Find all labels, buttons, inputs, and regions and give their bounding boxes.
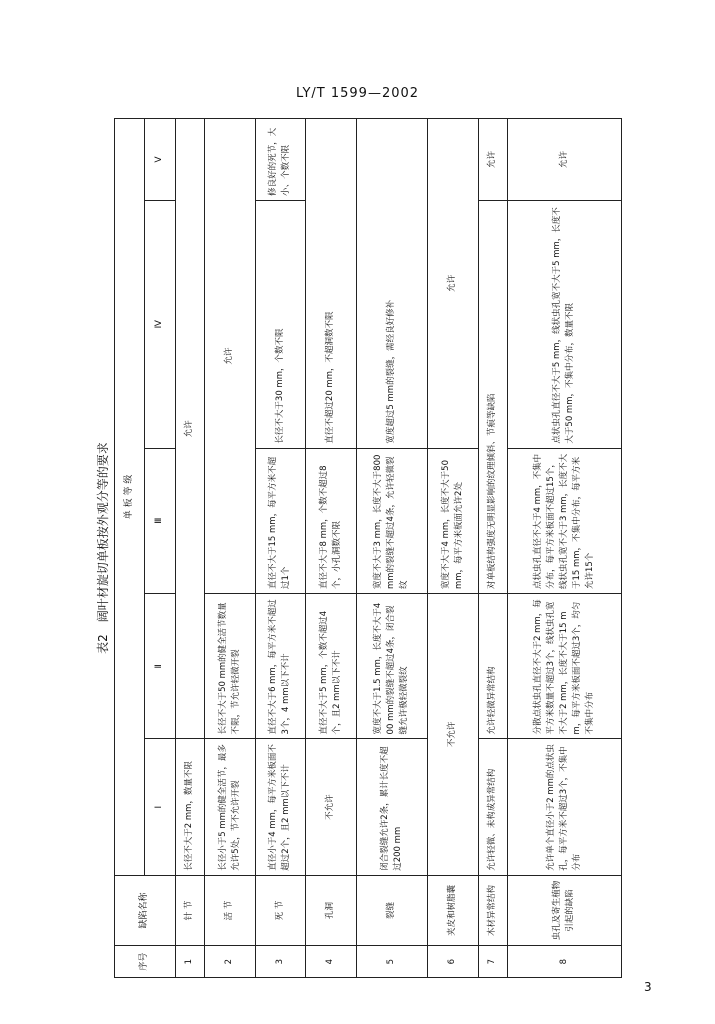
cell-seq: 3 <box>255 946 305 978</box>
cell-defect-name: 孔洞 <box>306 875 356 945</box>
cell-defect-name: 活 节 <box>205 875 255 945</box>
table-row <box>478 119 507 978</box>
grading-table <box>114 118 622 978</box>
standard-number: LY/T 1599—2002 <box>295 86 420 101</box>
cell-grade-2-5: 允许 <box>175 119 204 739</box>
cell-grade-1: 不允许 <box>306 739 356 875</box>
cell-grade-2: 直径不大于5 mm，个数不超过4个，且2 mm以下不计 <box>306 594 356 739</box>
cell-seq: 5 <box>356 946 428 978</box>
cell-grade-5: 允许 <box>478 119 507 201</box>
table-row <box>428 119 478 978</box>
rotated-table-block <box>92 118 622 978</box>
header-row <box>115 119 145 978</box>
table-caption: 表2 阔叶材旋切单板按外观分等的要求 <box>96 442 110 654</box>
table-row <box>175 119 204 978</box>
header-seq: 序号 <box>115 946 176 978</box>
cell-grade-3-5: 允许 <box>205 119 255 594</box>
cell-defect-name: 夹皮和树脂囊 <box>428 875 478 945</box>
cell-defect-name: 针 节 <box>175 875 204 945</box>
table-row <box>255 119 305 978</box>
header-grade-group: 单 板 等 级 <box>115 119 145 876</box>
header-grade-4: Ⅳ <box>145 200 175 448</box>
cell-grade-4-5: 直径不超过20 mm，不超洞数不限 <box>306 119 356 449</box>
cell-grade-3: 点状虫孔直径不大于4 mm，不集中分布，每平方米板面不超过15个，线状虫孔宽不大于3 mm，长度不大于15 mm，不集中分布，每平方米允许15个 <box>507 448 621 593</box>
header-grade-3: Ⅲ <box>145 448 175 593</box>
cell-defect-name: 死 节 <box>255 875 305 945</box>
cell-grade-1: 闭合裂缝允许2条，累计长度不超过200 mm <box>356 739 428 875</box>
cell-grade-5: 修良好的死节，大小、个数不限 <box>255 119 305 201</box>
header-grade-5: Ⅴ <box>145 119 175 201</box>
table-row <box>356 119 428 978</box>
cell-grade-1-2: 不允许 <box>428 594 478 876</box>
cell-seq: 8 <box>507 946 621 978</box>
header-grade-1: Ⅰ <box>145 739 175 875</box>
cell-grade-1: 长径小于5 mm的健全活节，最多允许5处，节不允许开裂 <box>205 739 255 875</box>
cell-grade-3: 宽度不大于4 mm，长度不大于50 mm，每平方米板面允许2处 <box>428 448 478 593</box>
cell-grade-2: 直径不大于6 mm，每平方米不超过3个，4 mm以下不计 <box>255 594 305 739</box>
cell-defect-name: 裂缝 <box>356 875 428 945</box>
cell-grade-4-5: 宽度超过5 mm的裂缝，需经良好修补 <box>356 119 428 449</box>
cell-defect-name: 木材异常结构 <box>478 875 507 945</box>
cell-grade-1: 长径不大于2 mm，数量不限 <box>175 739 204 875</box>
header-grade-2: Ⅱ <box>145 594 175 739</box>
cell-grade-1: 允许单个直径小于2 mm的点状虫孔，每平方米不超过3个，不集中分布 <box>507 739 621 875</box>
cell-grade-3: 直径不大于8 mm，个数不超过8个，小孔洞数不限 <box>306 448 356 593</box>
header-grade-row <box>145 119 175 978</box>
cell-grade-3-4: 对单板结构强度无明显影响的纹理倾斜、节痕等缺陷 <box>478 200 507 593</box>
cell-grade-4: 长径不大于30 mm，个数不限 <box>255 200 305 448</box>
cell-seq: 4 <box>306 946 356 978</box>
cell-seq: 1 <box>175 946 204 978</box>
table-row <box>205 119 255 978</box>
cell-grade-1: 允许轻微、未构成异常结构 <box>478 739 507 875</box>
cell-grade-3: 直径不大于15 mm，每平方米不超过1个 <box>255 448 305 593</box>
table-row <box>306 119 356 978</box>
cell-grade-2: 长径不大于50 mm的健全活节数量不限，节允许轻微开裂 <box>205 594 255 739</box>
header-defect-name: 缺陷名称 <box>115 875 176 945</box>
cell-grade-5: 允许 <box>507 119 621 201</box>
cell-grade-4-5: 允许 <box>428 119 478 449</box>
page-number: 3 <box>644 980 652 994</box>
cell-grade-3: 宽度不大于3 mm，长度不大于800 mm的裂缝不超过4条，允许轻微裂纹 <box>356 448 428 593</box>
cell-seq: 2 <box>205 946 255 978</box>
cell-grade-2: 允许轻微异常结构 <box>478 594 507 739</box>
cell-defect-name: 虫孔及寄生植物引起的缺陷 <box>507 875 621 945</box>
cell-seq: 6 <box>428 946 478 978</box>
cell-seq: 7 <box>478 946 507 978</box>
cell-grade-2: 分散点状虫孔直径不大于2 mm，每平方米数量不超过3个，线状虫孔宽不大于2 mm，长度不大于15 mm，每平方米板面不超过3个，均匀不集中分布 <box>507 594 621 739</box>
table-row <box>507 119 621 978</box>
cell-grade-1: 直径小于4 mm，每平方米板面不超过2个，且2 mm以下不计 <box>255 739 305 875</box>
cell-grade-2: 宽度不大于1.5 mm，长度不大于400 mm的裂缝不超过4条，闭合裂缝允许极轻微裂纹 <box>356 594 428 739</box>
cell-grade-4: 点状虫孔直径不大于5 mm，线状虫孔宽不大于5 mm，长度不大于50 mm，不集中分布，数量不限 <box>507 200 621 448</box>
